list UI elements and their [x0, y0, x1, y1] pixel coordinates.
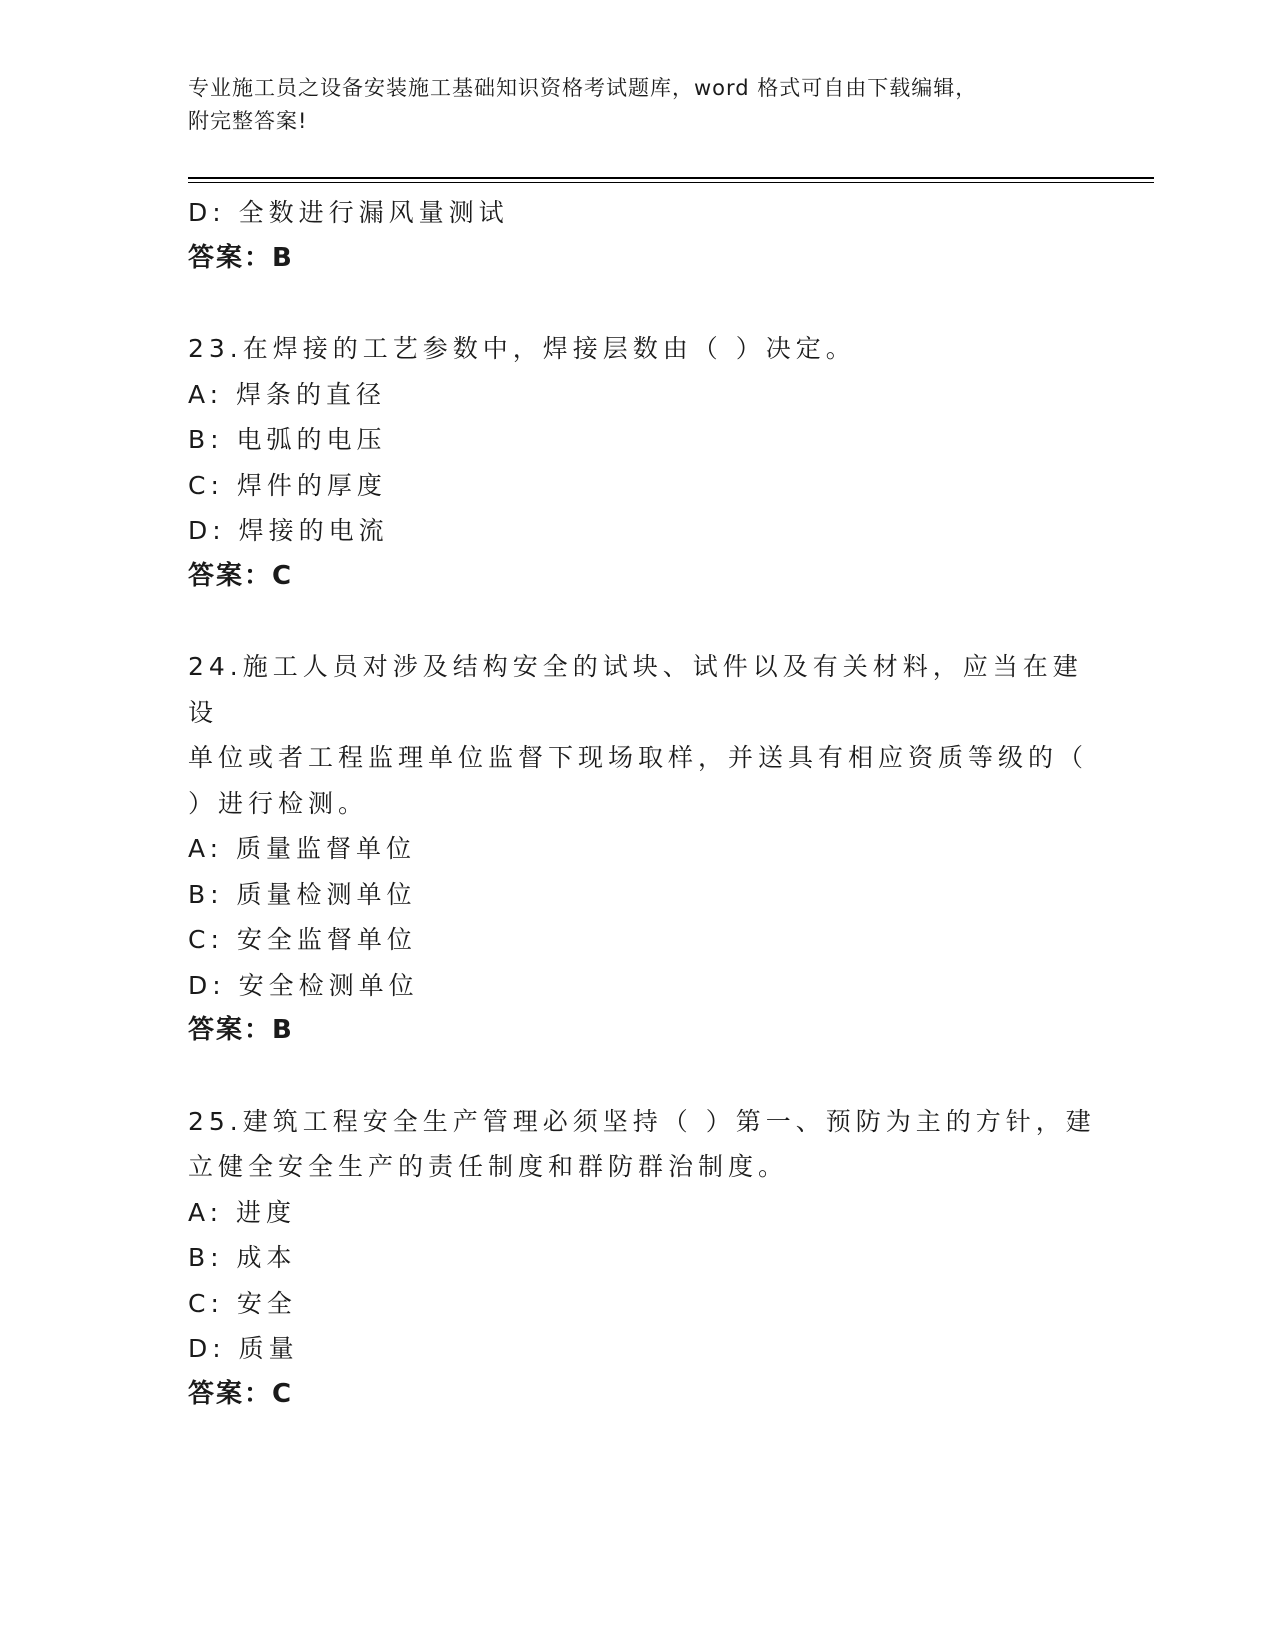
option-a: A: 进度: [188, 1197, 297, 1227]
question-stem: 23.在焊接的工艺参数中，焊接层数由（ ）决定。: [188, 334, 856, 363]
question-stem-line-1: 25.建筑工程安全生产管理必须坚持（ ）第一、预防为主的方针，建: [188, 1106, 1096, 1136]
question-stem-line-2: 立健全安全生产的责任制度和群防群治制度。: [188, 1152, 789, 1181]
option-a: A: 质量监督单位: [188, 834, 417, 863]
option-c: C: 安全: [188, 1288, 297, 1318]
answer-line: 答案：B: [188, 242, 294, 273]
document-header: [188, 72, 1088, 138]
answer-line: 答案：C: [188, 1378, 294, 1409]
header-rule-thick: [188, 177, 1154, 179]
option-c: C: 焊件的厚度: [188, 470, 387, 500]
question-23: [188, 326, 1108, 599]
question-list: [188, 190, 1108, 1417]
header-line-2: 附完整答案!: [188, 109, 308, 133]
spacer: [188, 281, 1108, 326]
option-d: D: 全数进行漏风量测试: [188, 198, 509, 227]
option-d: D: 安全检测单位: [188, 970, 419, 1000]
option-b: B: 质量检测单位: [188, 879, 417, 909]
header-rule-thin: [188, 182, 1154, 183]
spacer: [188, 599, 1108, 644]
answer-line: 答案：C: [188, 560, 294, 591]
option-b: B: 成本: [188, 1243, 297, 1272]
option-d: D: 焊接的电流: [188, 516, 389, 545]
question-stem-line-2: 单位或者工程监理单位监督下现场取样，并送具有相应资质等级的（: [188, 743, 1089, 772]
option-d: D: 质量: [188, 1334, 299, 1363]
option-b: B: 电弧的电压: [188, 425, 387, 454]
spacer: [188, 1054, 1108, 1099]
question-stem-line-3: ）进行检测。: [188, 788, 369, 818]
question-25: [188, 1099, 1108, 1418]
answer-line: 答案：B: [188, 1015, 294, 1045]
option-a: A: 焊条的直径: [188, 379, 387, 409]
previous-question-tail: [188, 190, 1108, 281]
question-24: [188, 644, 1108, 1054]
option-c: C: 安全监督单位: [188, 925, 417, 954]
question-stem-line-1: 24.施工人员对涉及结构安全的试块、试件以及有关材料，应当在建设: [188, 652, 1083, 727]
header-line-1: 专业施工员之设备安装施工基础知识资格考试题库，word 格式可自由下载编辑，: [188, 76, 978, 100]
